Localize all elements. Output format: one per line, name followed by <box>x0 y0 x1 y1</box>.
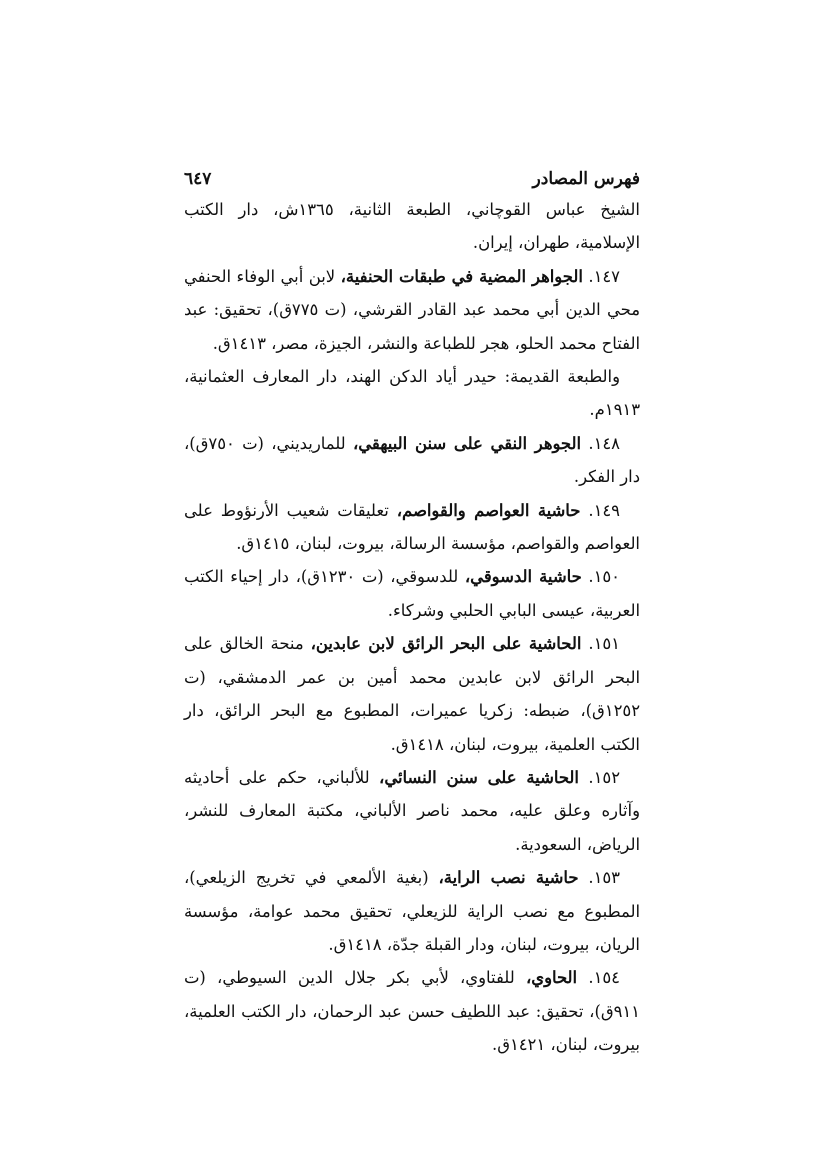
entry-title: الجوهر النقي على سنن البيهقي، <box>352 433 582 453</box>
running-header <box>184 155 640 189</box>
running-header-title: فهرس المصادر <box>532 169 640 189</box>
entry-text: منحة الخالق على البحر الرائق لابن عابدين محمد أمين بن عمر الدمشقي، (ت ١٢٥٢ق)، ضبطه: زكريا عميرات، المطبوع مع البحر الرائق، دار الكتب العلمية، بيروت، لبنان، ١٤١٨ق. <box>184 634 640 754</box>
entry-text: للماريديني، (ت ٧٥٠ق)، دار الفكر. <box>184 433 640 487</box>
bibliography-note-old-edition <box>184 360 640 427</box>
entry-text: للدسوقي، (ت ١٢٣٠ق)، دار إحياء الكتب العربية، عيسى البابي الحلبي وشركاء. <box>184 567 640 620</box>
entry-number: ١٤٩. <box>588 500 620 520</box>
bibliography-entry-149 <box>184 494 640 561</box>
bibliography-entry-151 <box>184 627 640 761</box>
bibliography-entry-150 <box>184 560 640 627</box>
entry-text: للألباني، حكم على أحاديثه وآثاره وعلق عليه، محمد ناصر الألباني، مكتبة المعارف للنشر، الرياض، السعودية. <box>184 767 640 854</box>
entry-title: الحاشية على سنن النسائي، <box>379 767 579 787</box>
entry-number: ١٥٢. <box>588 767 621 787</box>
entry-title: حاشية العواصم والقواصم، <box>396 500 581 520</box>
bibliography-entry-148 <box>184 427 640 494</box>
entry-text: تعليقات شعيب الأرنؤوط على العواصم والقواصم، مؤسسة الرسالة، بيروت، لبنان، ١٤١٥ق. <box>184 500 640 554</box>
page-number: ٦٤٧ <box>184 169 212 189</box>
entry-text: (بغية الألمعي في تخريج الزيلعي)، المطبوع مع نصب الراية للزيعلي، تحقيق محمد عوامة، مؤسسة الريان، بيروت، لبنان، ودار القبلة جدّة، ١٤١٨ق. <box>184 868 640 954</box>
bibliography-entry-147 <box>184 260 640 360</box>
entry-text: الشيخ عباس القوچاني، الطبعة الثانية، ١٣٦٥ش، دار الكتب الإسلامية، طهران، إيران. <box>184 200 640 253</box>
entry-number: ١٥٤. <box>588 968 620 988</box>
entry-title: الجواهر المضية في طبقات الحنفية، <box>340 266 583 286</box>
bibliography-body <box>184 193 640 1062</box>
entry-title: حاشية نصب الراية، <box>438 868 579 888</box>
entry-title: الحاشية على البحر الرائق لابن عابدين، <box>310 634 582 654</box>
bibliography-entry-152 <box>184 761 640 861</box>
entry-number: ١٥١. <box>588 634 620 654</box>
bibliography-continuation <box>184 193 640 260</box>
entry-number: ١٤٧. <box>588 266 620 286</box>
entry-title: الحاوي، <box>525 968 578 988</box>
entry-text: لابن أبي الوفاء الحنفي محي الدين أبي محمد عبد القادر القرشي، (ت ٧٧٥ق)، تحقيق: عبد الفتاح محمد الحلو، هجر للطباعة والنشر، الجيزة، مصر، ١٤١٣ق. <box>184 266 640 353</box>
bibliography-entry-153 <box>184 861 640 961</box>
entry-number: ١٥٣. <box>588 868 620 888</box>
entry-number: ١٥٠. <box>588 567 620 587</box>
bibliography-entry-154 <box>184 961 640 1061</box>
entry-title: حاشية الدسوقي، <box>464 567 582 587</box>
entry-number: ١٤٨. <box>588 433 620 453</box>
entry-text: للفتاوي، لأبي بكر جلال الدين السيوطي، (ت ٩١١ق)، تحقيق: عبد اللطيف حسن عبد الرحمان، دار الكتب العلمية، بيروت، لبنان، ١٤٢١ق. <box>184 968 640 1055</box>
entry-text: والطبعة القديمة: حيدر أياد الدكن الهند، دار المعارف العثمانية، ١٩١٣م. <box>184 367 640 420</box>
